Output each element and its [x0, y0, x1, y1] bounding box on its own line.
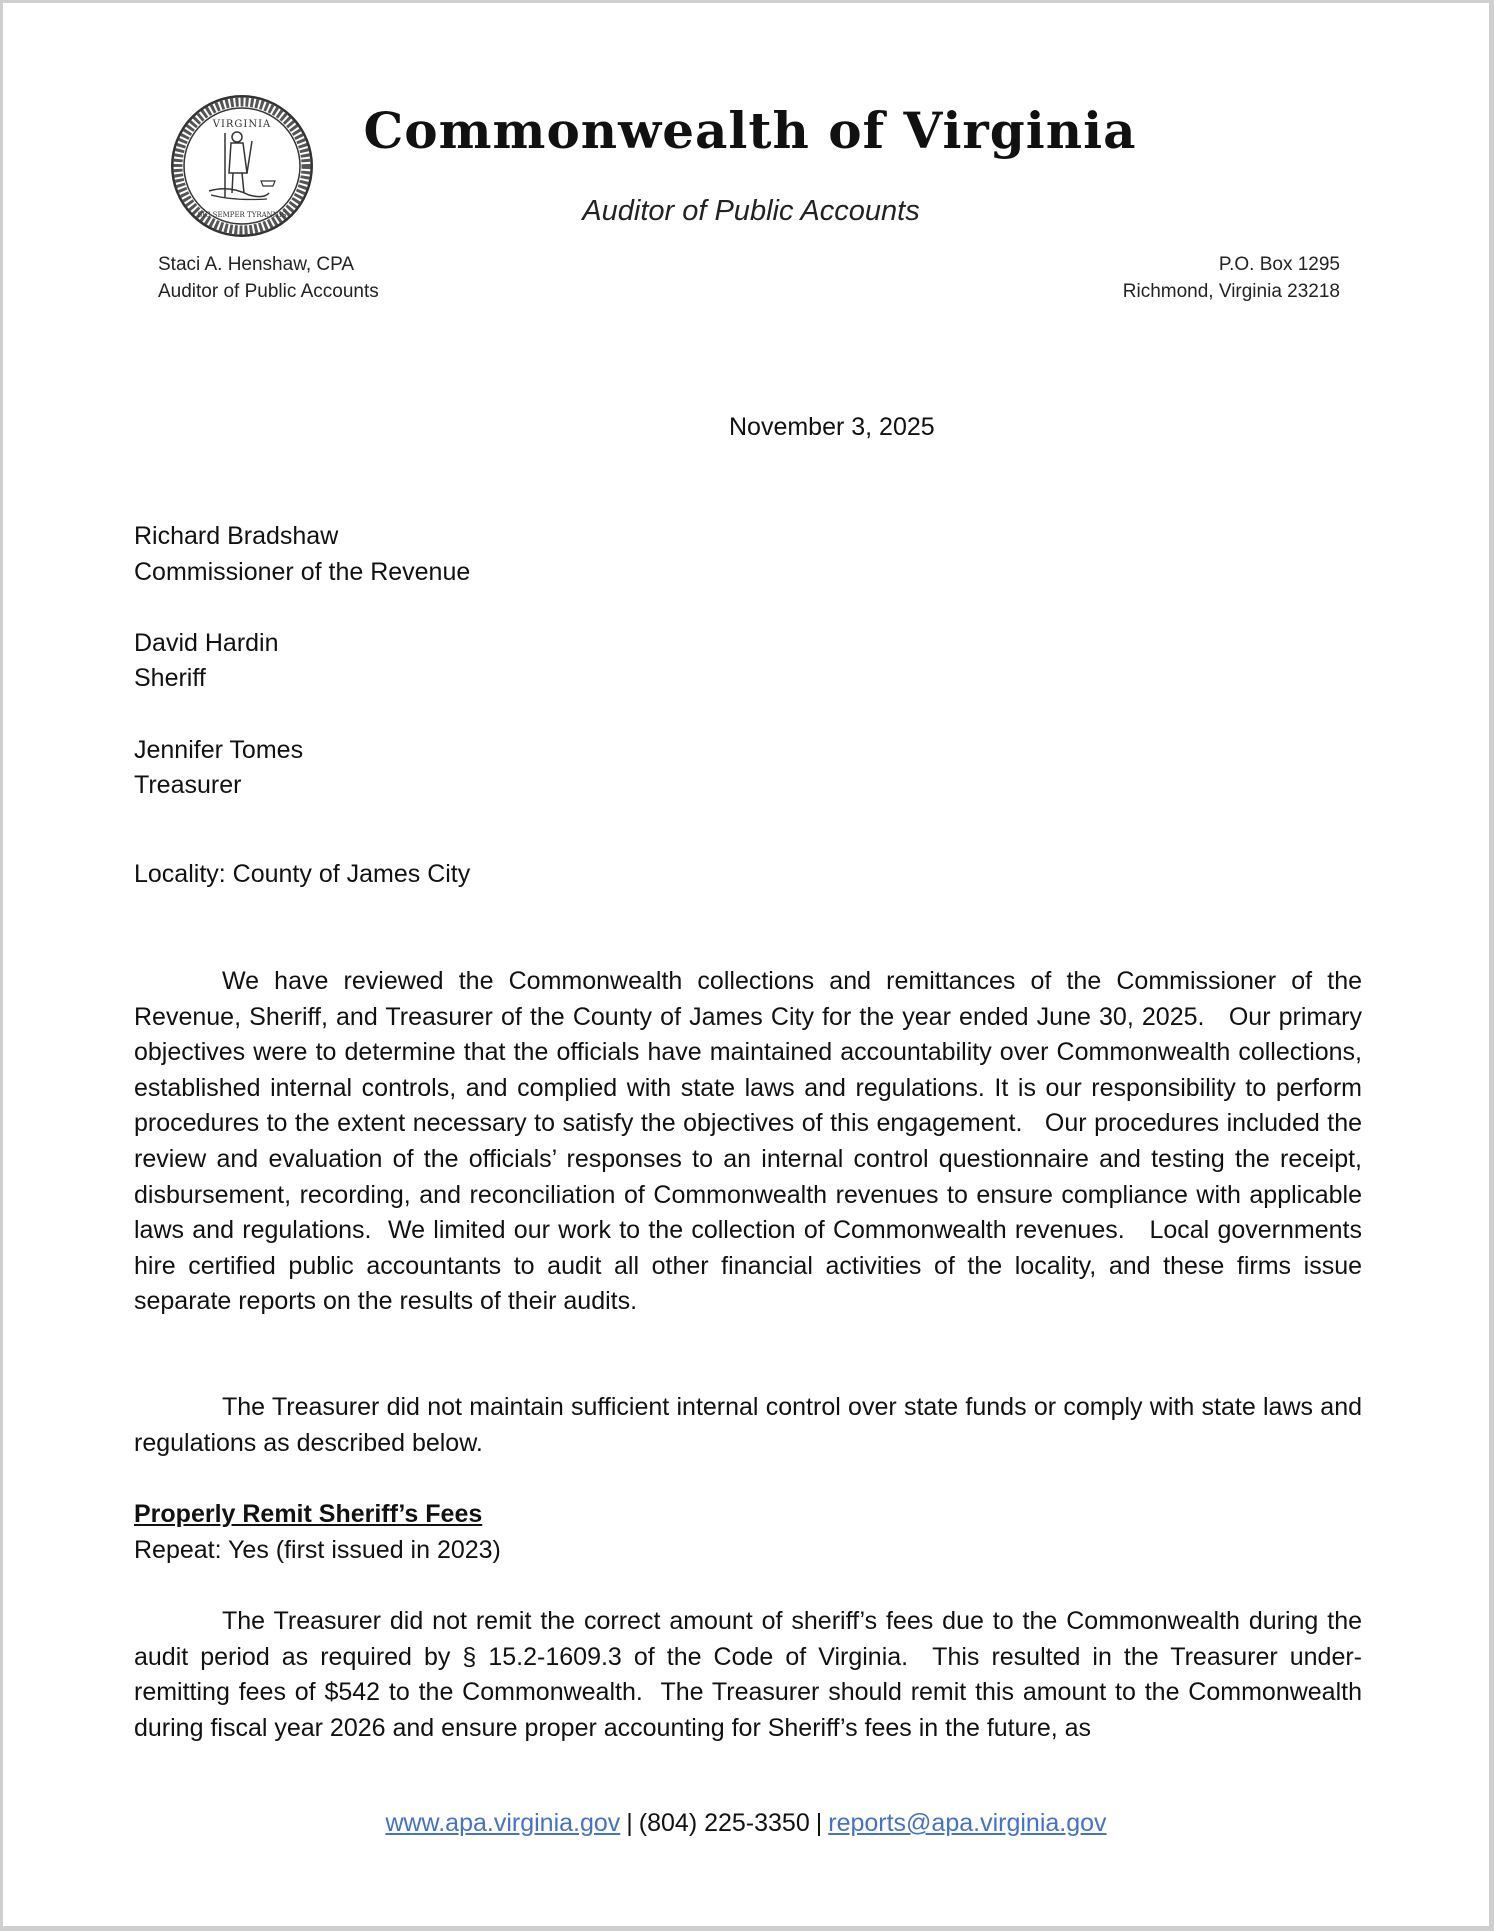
masthead-title: Commonwealth of Virginia	[363, 101, 1137, 160]
recipient	[134, 733, 1362, 804]
locality-line: Locality: County of James City	[134, 860, 471, 888]
recipient-list	[134, 519, 1362, 839]
phone-number: (804) 225-3350	[638, 1809, 810, 1837]
address-line-1: P.O. Box 1295	[1218, 254, 1340, 275]
mailing-address	[1123, 251, 1340, 305]
website-link[interactable]: www.apa.virginia.gov	[385, 1809, 621, 1837]
recipient-name: Richard Bradshaw	[134, 522, 339, 550]
finding-repeat-status: Repeat: Yes (first issued in 2023)	[134, 1536, 501, 1564]
recipient	[134, 626, 1362, 697]
finding-heading: Properly Remit Sheriff’s Fees	[134, 1500, 483, 1528]
svg-text:SIC SEMPER TYRANNIS: SIC SEMPER TYRANNIS	[197, 211, 287, 219]
intro-paragraph: We have reviewed the Commonwealth collections and remittances of the Commissioner of the Revenue, Sheriff, and Treasurer of the County of James City for the year ended June 30, 2025. Our primary objectives were to determine that the officials have maintained accountability over Commonwealth collections, established internal controls, and complied with state laws and regulations. It is our responsibility to perform procedures to the extent necessary to satisfy the objectives of this engagement. Our procedures included the review and evaluation of the officials’ responses to an internal control questionnaire and testing the receipt, disbursement, recording, and reconciliation of Commonwealth revenues to ensure compliance with applicable laws and regulations. We limited our work to the collection of Commonwealth revenues. Local governments hire certified public accountants to audit all other financial activities of the locality, and these firms issue separate reports on the results of their audits.	[134, 967, 1362, 1316]
letter-date: November 3, 2025	[729, 413, 935, 441]
masthead-subtitle: Auditor of Public Accounts	[582, 195, 920, 227]
auditor-block	[158, 251, 379, 305]
email-link[interactable]: reports@apa.virginia.gov	[828, 1809, 1107, 1837]
address-line-2: Richmond, Virginia 23218	[1122, 281, 1340, 302]
footer-contact	[3, 1809, 1489, 1838]
summary-paragraph: The Treasurer did not maintain sufficient internal control over state funds or comply with state laws and regulations as described below.	[134, 1393, 1362, 1457]
auditor-name: Staci A. Henshaw, CPA	[158, 254, 355, 275]
recipient	[134, 519, 1362, 590]
recipient-title: Sheriff	[134, 664, 206, 693]
recipient-title: Commissioner of the Revenue	[134, 557, 471, 586]
document-page	[3, 3, 1489, 1926]
finding-paragraph: The Treasurer did not remit the correct amount of sheriff’s fees due to the Commonwealth during the audit period as required by § 15.2-1609.3 of the Code of Virginia. This resulted in the Treasurer under-remitting fees of $542 to the Commonwealth. The Treasurer should remit this amount to the Commonwealth during fiscal year 2026 and ensure proper accounting for Sheriff’s fees in the future, as	[134, 1607, 1362, 1742]
recipient-title: Treasurer	[134, 771, 242, 800]
svg-text:VIRGINIA: VIRGINIA	[212, 119, 272, 130]
auditor-title: Auditor of Public Accounts	[158, 281, 379, 302]
recipient-name: David Hardin	[134, 628, 279, 657]
recipient-name: Jennifer Tomes	[134, 735, 304, 764]
footer-separator: |	[815, 1809, 823, 1837]
footer-separator: |	[626, 1809, 633, 1837]
